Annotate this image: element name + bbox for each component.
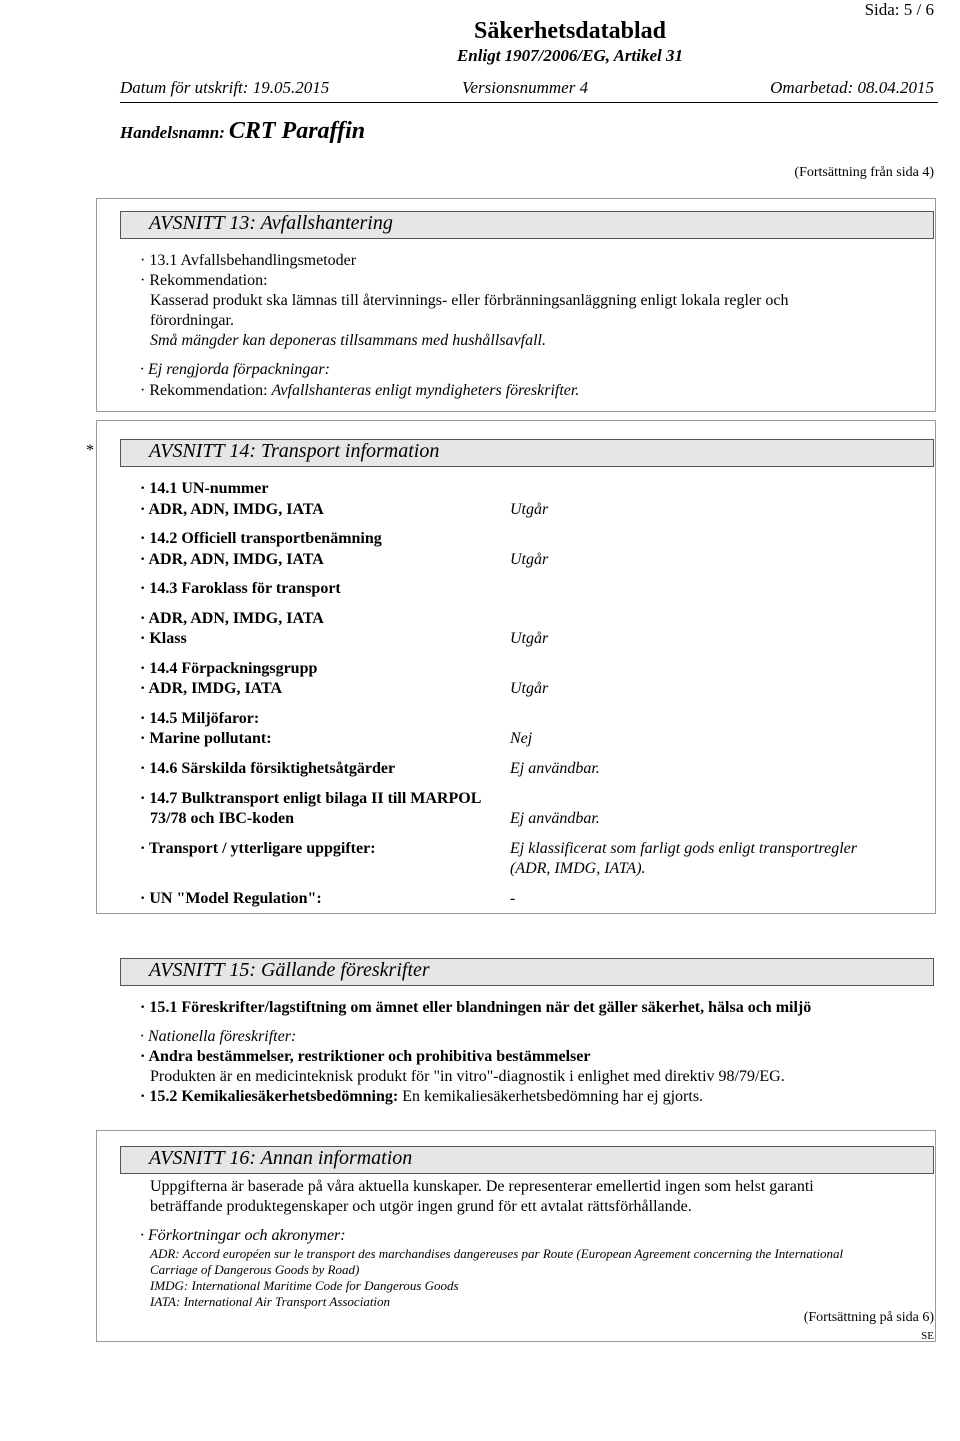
trade-name-label: Handelsnamn: bbox=[120, 123, 225, 142]
s15-csa-value: En kemikaliesäkerhetsbedömning har ej gjorts. bbox=[402, 1088, 704, 1105]
s13-recommendation: · Rekommendation: bbox=[140, 272, 268, 289]
s16-text-2: beträffande produktegenskaper och utgör ingen grund för ett avtalat rättsförhållande. bbox=[150, 1198, 692, 1215]
print-date: Datum för utskrift: 19.05.2015 bbox=[120, 78, 330, 97]
s13-rec-value: Avfallshanteras enligt myndigheters föreskrifter. bbox=[271, 382, 580, 399]
s14-un-value: Utgår bbox=[510, 501, 549, 518]
s14-un-label: · ADR, ADN, IMDG, IATA bbox=[140, 501, 324, 518]
section-16-header bbox=[120, 1146, 934, 1174]
s16-abbr-imdg: IMDG: International Maritime Code for Dangerous Goods bbox=[150, 1278, 459, 1293]
s14-class-value: Utgår bbox=[510, 630, 549, 647]
s15-legislation: · 15.1 Föreskrifter/lagstiftning om ämnet eller blandningen när det gäller säkerhet, hälsa och miljö bbox=[140, 999, 812, 1016]
s13-text-3: Små mängder kan deponeras tillsammans med hushållsavfall. bbox=[150, 332, 546, 349]
s14-class-modes: · ADR, ADN, IMDG, IATA bbox=[140, 610, 324, 627]
s14-name-value: Utgår bbox=[510, 551, 549, 568]
section-14-title: AVSNITT 14: Transport information bbox=[149, 440, 440, 462]
s14-name-heading: · 14.2 Officiell transportbenämning bbox=[140, 530, 382, 547]
s16-abbr-adr-2: Carriage of Dangerous Goods by Road) bbox=[150, 1262, 360, 1277]
s14-class-heading: · 14.3 Faroklass för transport bbox=[140, 580, 341, 597]
s14-pack-heading: · 14.4 Förpackningsgrupp bbox=[140, 660, 318, 677]
s16-abbr-iata: IATA: International Air Transport Association bbox=[150, 1294, 391, 1309]
section-16-title: AVSNITT 16: Annan information bbox=[149, 1147, 413, 1169]
s13-methods: · 13.1 Avfallsbehandlingsmetoder bbox=[140, 252, 357, 269]
s14-pack-label: · ADR, IMDG, IATA bbox=[140, 680, 283, 697]
section-13-header bbox=[120, 211, 934, 239]
s14-precautions-value: Ej användbar. bbox=[510, 760, 600, 777]
s14-additional-value-1: Ej klassificerat som farligt gods enligt transportregler bbox=[510, 840, 857, 857]
trade-name bbox=[120, 118, 365, 145]
s15-chemical-safety bbox=[140, 1088, 703, 1106]
s14-bulk-label-1: · 14.7 Bulktransport enligt bilaga II till MARPOL bbox=[140, 790, 482, 807]
s14-bulk-value: Ej användbar. bbox=[510, 810, 600, 827]
revised-date: Omarbetad: 08.04.2015 bbox=[770, 78, 934, 97]
trade-name-value: CRT Paraffin bbox=[228, 118, 366, 144]
header-divider bbox=[120, 102, 938, 103]
s14-additional-value-2: (ADR, IMDG, IATA). bbox=[510, 860, 646, 877]
document-subtitle: Enligt 1907/2006/EG, Artikel 31 bbox=[456, 46, 684, 65]
s14-env-heading: · 14.5 Miljöfaror: bbox=[140, 710, 260, 727]
s14-pack-value: Utgår bbox=[510, 680, 549, 697]
s13-rec-label: · Rekommendation: bbox=[140, 382, 268, 399]
s14-additional-label: · Transport / ytterligare uppgifter: bbox=[140, 840, 376, 857]
s16-abbr-heading: · Förkortningar och akronymer: bbox=[140, 1227, 346, 1244]
s16-abbr-adr-1: ADR: Accord européen sur le transport des marchandises dangereuses par Route (European Agreement concerning the International bbox=[150, 1246, 844, 1261]
s15-national: · Nationella föreskrifter: bbox=[140, 1028, 297, 1045]
document-title: Säkerhetsdatablad bbox=[473, 18, 667, 44]
change-marker: * bbox=[86, 442, 94, 459]
s14-un-heading: · 14.1 UN-nummer bbox=[140, 480, 269, 497]
s16-text-1: Uppgifterna är baserade på våra aktuella kunskaper. De representerar emellertid ingen som helst garanti bbox=[150, 1178, 814, 1195]
continued-from: (Fortsättning från sida 4) bbox=[794, 165, 934, 180]
s15-other-regulations: · Andra bestämmelser, restriktioner och prohibitiva bestämmelser bbox=[140, 1048, 591, 1065]
s14-model-value: - bbox=[510, 890, 516, 907]
s14-name-label: · ADR, ADN, IMDG, IATA bbox=[140, 551, 324, 568]
s14-env-label: · Marine pollutant: bbox=[140, 730, 272, 747]
s13-recommendation-2 bbox=[140, 382, 579, 400]
s13-text-2: förordningar. bbox=[150, 312, 234, 329]
section-14-header bbox=[120, 439, 934, 467]
s14-model-label: · UN "Model Regulation": bbox=[140, 890, 322, 907]
version-number: Versionsnummer 4 bbox=[462, 78, 589, 97]
s13-text-1: Kasserad produkt ska lämnas till återvinnings- eller förbränningsanläggning enligt lokala regler och bbox=[150, 292, 789, 309]
page-number: Sida: 5 / 6 bbox=[864, 0, 934, 19]
section-13-title: AVSNITT 13: Avfallshantering bbox=[149, 212, 393, 234]
s14-bulk-label-2: 73/78 och IBC-koden bbox=[150, 810, 295, 827]
s15-csa-label: · 15.2 Kemikaliesäkerhetsbedömning: bbox=[140, 1088, 399, 1105]
continued-on: (Fortsättning på sida 6) bbox=[803, 1310, 934, 1325]
s14-precautions-label: · 14.6 Särskilda försiktighetsåtgärder bbox=[140, 760, 396, 777]
s14-env-value: Nej bbox=[510, 730, 533, 747]
s14-class-label: · Klass bbox=[140, 630, 187, 647]
section-15-header bbox=[120, 958, 934, 986]
s15-text: Produkten är en medicinteknisk produkt för "in vitro"-diagnostik i enlighet med direktiv 98/79/EG. bbox=[150, 1068, 785, 1085]
section-15-title: AVSNITT 15: Gällande föreskrifter bbox=[149, 959, 430, 981]
s13-uncleaned: · Ej rengjorda förpackningar: bbox=[140, 361, 330, 378]
language-code: SE bbox=[921, 1330, 934, 1342]
